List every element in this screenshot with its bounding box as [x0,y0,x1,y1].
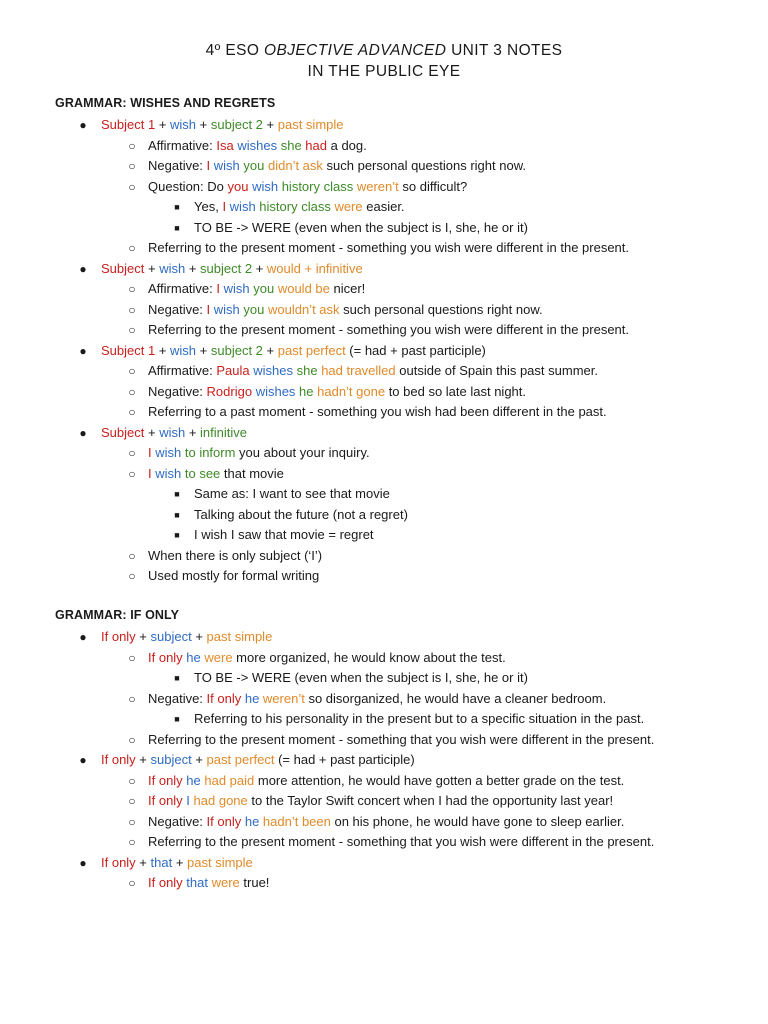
page-title-line2: IN THE PUBLIC EYE [307,63,461,80]
text-segment: you [227,178,253,194]
text-segment: had [305,137,327,153]
text-segment: If only [206,813,245,829]
text-segment: Subject [101,260,145,276]
bullet-circle-icon: ○ [128,835,136,849]
text-segment: I [148,465,156,481]
text-segment: past perfect [206,752,275,767]
text-segment: to the Taylor Swift concert when I had the opportunity last year! [247,793,614,808]
bullet-square-icon: ■ [174,714,180,724]
text-segment: + [155,117,171,132]
text-segment: didn’t ask [267,158,323,173]
text-segment: Referring to a past moment - something you wish had been different in the past. [148,404,607,419]
bullet-dot-icon: ● [79,261,87,276]
list-item [148,158,526,174]
list-item [194,220,528,236]
bullet-circle-icon: ○ [128,364,136,378]
list-item [148,834,654,850]
text-segment: If only [101,752,136,767]
text-segment: past simple [187,854,253,870]
bullet-square-icon: ■ [174,673,180,683]
text-segment: he [186,649,205,665]
list-item [194,199,405,215]
text-segment: such personal questions right now. [322,158,526,173]
text-segment: + [191,752,207,767]
title-prefix: 4º ESO [205,42,265,59]
text-segment: wish [159,424,186,440]
list-item [148,281,365,297]
text-segment: Referring to the present moment - something you wish were different in the present. [148,322,630,337]
text-segment: you [243,301,268,317]
list-item [148,773,624,789]
text-segment: subject 2 [210,117,263,132]
bullet-circle-icon: ○ [128,179,136,194]
list-item [194,527,374,543]
text-segment: weren’t [356,178,399,194]
bullet-square-icon: ■ [174,530,180,540]
text-segment: were [204,649,233,665]
text-segment: + [155,342,171,358]
list-item [148,691,606,707]
text-segment: wish [229,199,260,214]
list-item [148,302,543,318]
bullet-circle-icon: ○ [128,138,136,153]
text-segment: Paula [216,363,254,378]
text-segment: If only [148,649,187,665]
text-segment: + [135,752,151,767]
text-segment: nicer! [329,281,366,296]
text-segment: more attention, he would have gotten a better grade on the test. [254,772,625,788]
text-segment: wish [213,301,244,317]
list-item [101,629,272,645]
text-segment: weren’t [262,690,305,706]
bullet-circle-icon: ○ [128,466,136,481]
list-item [194,670,528,686]
text-segment: had gone [193,793,248,808]
text-segment: Talking about the future (not a regret) [194,506,408,522]
text-segment: Referring to his personality in the present but to a specific situation in the past. [194,711,645,726]
list-item [148,793,613,809]
bullet-circle-icon: ○ [128,569,136,583]
text-segment: easier. [362,199,405,214]
text-segment: had paid [204,772,255,788]
bullet-dot-icon: ● [79,343,87,358]
page-title-line1 [0,42,768,60]
bullet-circle-icon: ○ [128,405,136,419]
list-item [148,466,284,482]
bullet-dot-icon: ● [79,425,87,440]
text-segment: Affirmative: [148,363,217,378]
text-segment: Subject 1 [101,342,156,358]
text-segment: wish [155,445,185,460]
text-segment: had travelled [321,363,396,378]
bullet-circle-icon: ○ [128,732,136,747]
list-item [148,548,322,564]
list-item [194,711,644,727]
text-segment: Negative: [148,813,207,829]
text-segment: Isa [216,137,238,153]
text-segment: (= had + past participle) [345,342,486,358]
bullet-circle-icon: ○ [128,548,136,563]
text-segment: he [186,772,205,788]
text-segment: he [299,383,318,399]
text-segment: more organized, he would know about the test. [232,649,506,665]
text-segment: + [144,424,160,440]
list-item [194,507,408,523]
text-segment: past simple [206,629,273,644]
text-segment: would be [277,281,330,296]
list-item [148,322,629,338]
bullet-circle-icon: ○ [128,794,136,808]
text-segment: I [222,199,230,214]
text-segment: that [186,875,212,890]
text-segment: he [244,813,263,829]
text-segment: you [253,281,278,296]
text-segment: that movie [220,465,284,481]
list-item [148,138,367,154]
text-segment: + [262,342,278,358]
list-item [101,117,344,133]
bullet-circle-icon: ○ [128,159,136,173]
text-segment: subject [150,629,192,644]
text-segment: subject 2 [200,260,253,276]
text-segment: you [243,158,268,173]
title-suffix: UNIT 3 NOTES [446,42,563,59]
text-segment: Subject [101,424,145,440]
text-segment: Used mostly for formal writing [148,568,320,583]
text-segment: so disorganized, he would have a cleaner bedroom. [304,690,607,706]
text-segment: were [334,199,363,214]
list-item [101,343,486,359]
bullet-square-icon: ■ [174,202,180,212]
bullet-circle-icon: ○ [128,282,136,296]
text-segment: If only [148,793,187,808]
text-segment: wish [213,158,244,173]
text-segment: If only [148,875,187,890]
text-segment: + [185,424,201,440]
bullet-circle-icon: ○ [128,323,136,337]
list-item [101,261,363,277]
text-segment: + [185,260,201,276]
list-item [148,384,526,400]
bullet-circle-icon: ○ [128,241,136,255]
text-segment: would + infinitive [266,260,363,276]
text-segment: to bed so late last night. [385,383,527,399]
text-segment: + [135,629,151,644]
bullet-dot-icon: ● [79,753,87,767]
list-item [101,425,247,441]
text-segment: past perfect [277,342,346,358]
text-segment: history class [281,178,357,194]
bullet-dot-icon: ● [79,630,87,644]
list-item [148,650,506,666]
list-item [148,814,624,830]
list-item [148,363,598,379]
list-item [148,875,269,891]
bullet-dot-icon: ● [79,855,87,870]
bullet-circle-icon: ○ [128,814,136,829]
list-item [148,179,467,195]
section-heading: GRAMMAR: WISHES AND REGRETS [55,96,276,110]
text-segment: + [172,854,188,870]
text-segment: wish [159,260,186,276]
list-item [148,404,607,420]
bullet-square-icon: ■ [174,222,180,233]
text-segment: wishes [237,137,281,153]
text-segment: Negative: [148,301,207,317]
text-segment: + [252,260,267,276]
text-segment: you about your inquiry. [235,445,370,460]
text-segment: such personal questions right now. [339,301,543,317]
text-segment: Negative: [148,158,207,173]
text-segment: Negative: [148,383,207,399]
text-segment: subject 2 [210,342,263,358]
text-segment: If only [206,690,245,706]
text-segment: wishes [253,363,297,378]
list-item [148,240,629,256]
text-segment: If only [148,772,187,788]
text-segment: that [150,854,173,870]
text-segment: history class [259,199,335,214]
list-item [148,445,370,461]
text-segment: wish [223,281,254,296]
text-segment: I [206,158,214,173]
text-segment: When there is only subject (‘I’) [148,547,323,563]
text-segment: past simple [277,117,344,132]
text-segment: hadn’t been [262,813,331,829]
text-segment: Referring to the present moment - something that you wish were different in the present. [148,731,655,747]
text-segment: If only [101,854,136,870]
bullet-square-icon: ■ [174,509,180,520]
text-segment: Yes, [194,199,223,214]
text-segment: infinitive [200,424,248,440]
section-heading: GRAMMAR: IF ONLY [55,608,180,622]
text-segment: wouldn’t ask [267,301,340,317]
text-segment: wish [170,342,197,358]
bullet-circle-icon: ○ [128,691,136,706]
text-segment: he [244,690,263,706]
text-segment: I [148,445,156,460]
list-item [194,486,390,502]
text-segment: Question: Do [148,178,228,194]
text-segment: Subject 1 [101,117,156,132]
text-segment: + [262,117,278,132]
text-segment: + [196,342,211,358]
bullet-circle-icon: ○ [128,384,136,399]
text-segment: wish [155,465,185,481]
text-segment: + [196,117,211,132]
text-segment: I wish I saw that movie = regret [194,527,374,542]
text-segment: on his phone, he would have gone to sleep earlier. [330,813,625,829]
text-segment: (= had + past participle) [274,752,415,767]
text-segment: Referring to the present moment - something that you wish were different in the present. [148,834,655,849]
list-item [148,568,319,584]
text-segment: I [186,793,194,808]
text-segment: Referring to the present moment - something you wish were different in the present. [148,240,630,255]
text-segment: Same as: I want to see that movie [194,486,390,501]
text-segment: wish [252,178,282,194]
bullet-dot-icon: ● [79,118,87,132]
text-segment: hadn’t gone [317,383,386,399]
text-segment: TO BE -> WERE (even when the subject is I, she, he or it) [194,670,528,685]
list-item [101,752,415,768]
text-segment: subject [150,752,192,767]
text-segment: Negative: [148,690,207,706]
list-item [101,855,253,871]
bullet-square-icon: ■ [174,489,180,499]
text-segment: were [211,875,240,890]
text-segment: to inform [184,445,236,460]
bullet-circle-icon: ○ [128,773,136,788]
text-segment: wishes [255,383,300,399]
text-segment: she [296,363,322,378]
text-segment: + [144,260,160,276]
text-segment: outside of Spain this past summer. [395,363,598,378]
text-segment: I [216,281,224,296]
text-segment: If only [101,629,136,644]
text-segment: + [135,854,151,870]
text-segment: so difficult? [398,178,468,194]
text-segment: to see [184,465,221,481]
text-segment: Affirmative: [148,281,217,296]
bullet-circle-icon: ○ [128,876,136,890]
text-segment: true! [239,875,270,890]
text-segment: Rodrigo [206,383,256,399]
text-segment: I [206,301,214,317]
bullet-circle-icon: ○ [128,302,136,317]
bullet-circle-icon: ○ [128,650,136,665]
text-segment: a dog. [327,137,367,153]
text-segment: Affirmative: [148,137,217,153]
text-segment: TO BE -> WERE (even when the subject is I, she, he or it) [194,219,528,235]
bullet-circle-icon: ○ [128,446,136,460]
text-segment: wish [170,117,197,132]
text-segment: she [280,137,306,153]
title-book-name: OBJECTIVE ADVANCED [264,42,447,59]
list-item [148,732,654,748]
text-segment: + [191,629,207,644]
